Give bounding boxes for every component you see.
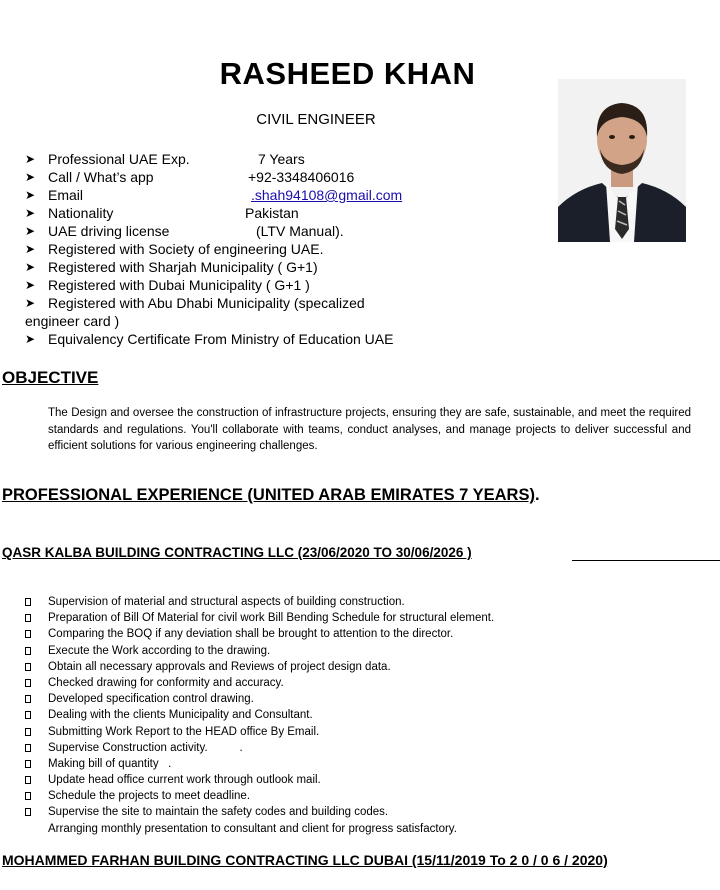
task-item: Submitting Work Report to the HEAD office By Email. [25, 724, 494, 740]
task-item: Supervision of material and structural aspects of building construction. [25, 594, 494, 610]
info-item-abudhabi-continuation: engineer card ) [25, 313, 120, 329]
square-bullet-icon [25, 808, 31, 816]
task-item: Update head office current work through outlook mail. [25, 772, 494, 788]
arrow-bullet-icon: ➤ [25, 296, 36, 310]
info-item-email: ➤ Email .shah94108@gmail.com [25, 187, 403, 203]
profile-photo [558, 79, 686, 242]
objective-text: The Design and oversee the construction of infrastructure projects, ensuring they are safe, sustainable, and meet the required standards and regulations. You'll collaborate with teams, conduct analyses, and manage projects to deliver successful and efficient solutions for various engineering challenges. [48, 407, 691, 452]
email-link[interactable]: .shah94108@gmail.com [251, 187, 403, 203]
task-item: Obtain all necessary approvals and Reviews of project design data. [25, 659, 494, 675]
candidate-name: RASHEED KHAN [219, 56, 476, 91]
arrow-bullet-icon: ➤ [25, 278, 36, 292]
task-item-extra: Arranging monthly presentation to consultant and client for progress satisfactory. [48, 822, 457, 835]
job-title-qasr-kalba: QASR KALBA BUILDING CONTRACTING LLC (23/06/2020 TO 30/06/2026 ) [2, 545, 472, 560]
square-bullet-icon [25, 744, 31, 752]
square-bullet-icon [25, 647, 31, 655]
arrow-bullet-icon: ➤ [25, 170, 36, 184]
candidate-role: CIVIL ENGINEER [256, 111, 376, 128]
objective-heading: OBJECTIVE [2, 368, 99, 387]
square-bullet-icon [25, 630, 31, 638]
arrow-bullet-icon: ➤ [25, 260, 36, 274]
task-item: Comparing the BOQ if any deviation shall be brought to attention to the director. [25, 626, 494, 642]
job-task-list [25, 594, 494, 837]
arrow-bullet-icon: ➤ [25, 206, 36, 220]
square-bullet-icon [25, 614, 31, 622]
square-bullet-icon [25, 679, 31, 687]
info-item-experience: ➤ Professional UAE Exp. 7 Years [25, 151, 305, 167]
info-item-phone: ➤ Call / What’s app +92-3348406016 [25, 169, 355, 185]
arrow-bullet-icon: ➤ [25, 332, 36, 346]
task-item: Supervise Construction activity. . [25, 740, 494, 756]
job-title-mohammed-farhan: MOHAMMED FARHAN BUILDING CONTRACTING LLC DUBAI (15/11/2019 To 2 0 / 0 6 / 2020) [2, 852, 608, 868]
task-item: Developed specification control drawing. [25, 691, 494, 707]
task-item: Checked drawing for conformity and accuracy. [25, 675, 494, 691]
square-bullet-icon [25, 598, 31, 606]
info-item-abudhabi: ➤ Registered with Abu Dhabi Municipality (specalized [25, 295, 365, 311]
info-item-nationality: ➤ Nationality Pakistan [25, 205, 299, 221]
job-title-underline [572, 560, 720, 561]
personal-info-list [25, 150, 403, 348]
task-item: Preparation of Bill Of Material for civil work Bill Bending Schedule for structural element. [25, 610, 494, 626]
info-item-society: ➤ Registered with Society of engineering UAE. [25, 241, 324, 257]
square-bullet-icon [25, 711, 31, 719]
square-bullet-icon [25, 792, 31, 800]
info-item-equivalency: ➤ Equivalency Certificate From Ministry of Education UAE [25, 331, 394, 347]
square-bullet-icon [25, 728, 31, 736]
info-item-dubai: ➤ Registered with Dubai Municipality ( G+1 ) [25, 277, 310, 293]
square-bullet-icon [25, 760, 31, 768]
task-item: Supervise the site to maintain the safety codes and building codes. [25, 804, 494, 820]
task-item: Schedule the projects to meet deadline. [25, 788, 494, 804]
info-item-sharjah: ➤ Registered with Sharjah Municipality ( G+1) [25, 259, 318, 275]
square-bullet-icon [25, 663, 31, 671]
arrow-bullet-icon: ➤ [25, 224, 36, 238]
experience-heading: PROFESSIONAL EXPERIENCE (UNITED ARAB EMIRATES 7 YEARS). [2, 486, 540, 504]
square-bullet-icon [25, 776, 31, 784]
info-item-license: ➤ UAE driving license (LTV Manual). [25, 223, 344, 239]
task-item: Making bill of quantity . [25, 756, 494, 772]
arrow-bullet-icon: ➤ [25, 188, 36, 202]
arrow-bullet-icon: ➤ [25, 242, 36, 256]
task-item: Dealing with the clients Municipality and Consultant. [25, 707, 494, 723]
arrow-bullet-icon: ➤ [25, 152, 36, 166]
task-item: Execute the Work according to the drawing. [25, 643, 494, 659]
square-bullet-icon [25, 695, 31, 703]
